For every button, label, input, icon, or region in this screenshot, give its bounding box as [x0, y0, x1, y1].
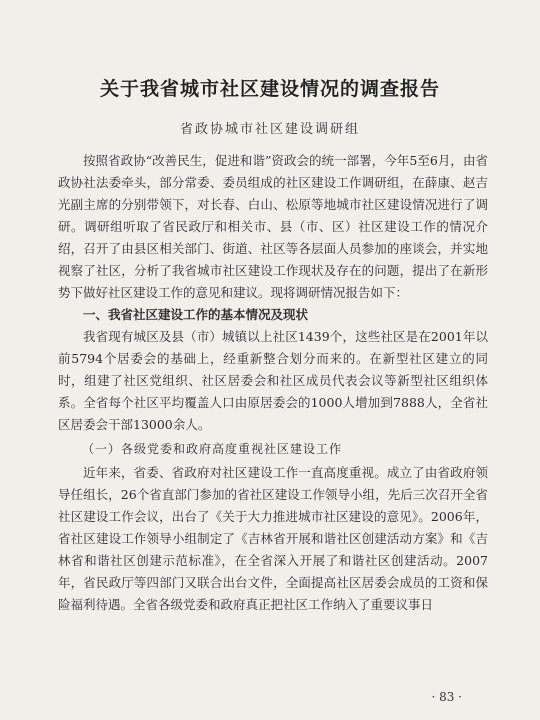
section-heading: 一、我省社区建设工作的基本情况及现状	[83, 307, 309, 322]
subsection-paragraph: 近年来，省委、省政府对社区建设工作一直高度重视。成立了由省政府领导任组长，26个省直部门参加的省社区建设工作领导小组，先后三次召开全省社区建设工作会议，出台了《关于大力推进城市社区建设的意见》。2006年，省社区建设工作领导小组制定了《吉林省开展和谐社区创建活动方案》和《吉林省和谐社区创建示范标准》，在全省深入开展了和谐社区创建活动。2007年，省民政厅等四部门又联合出台文件，全面提高社区居委会成员的工资和保险福利待遇。全省各级党委和政府真正把社区工作纳入了重要议事日	[58, 465, 488, 612]
document-title: 关于我省城市社区建设情况的调查报告	[99, 78, 440, 100]
status-paragraph: 我省现有城区及县（市）城镇以上社区1439个，这些社区是在2001年以前5794个居委会的基础上，经重新整合划分而来的。在新型社区建立的同时，组建了社区党组织、社区居委会和社区成员代表会议等新型社区组织体系。全省每个社区平均覆盖人口由原居委会的1000人增加到7888人，全省社区居委会干部13000余人。	[58, 329, 488, 432]
page-number: · 83 ·	[431, 690, 462, 704]
document-author: 省政协城市社区建设调研组	[179, 122, 360, 137]
subsection-heading: （一）各级党委和政府高度重视社区建设工作	[82, 442, 343, 456]
document-body	[58, 150, 488, 616]
intro-paragraph: 按照省政协“改善民生，促进和谐”资政会的统一部署，今年5至6月，由省政协社法委牵头，部分常委、委员组成的社区建设工作调研组，在薛康、赵吉光副主席的分别带领下，对长春、白山、松原等地城市社区建设情况进行了调研。调研组听取了省民政厅和相关市、县（市、区）社区建设工作的情况介绍，召开了由县区相关部门、街道、社区等各层面人员参加的座谈会，并实地视察了社区，分析了我省城市社区建设工作现状及存在的问题，提出了在新形势下做好社区建设工作的意见和建议。现将调研情况报告如下：	[58, 153, 488, 300]
